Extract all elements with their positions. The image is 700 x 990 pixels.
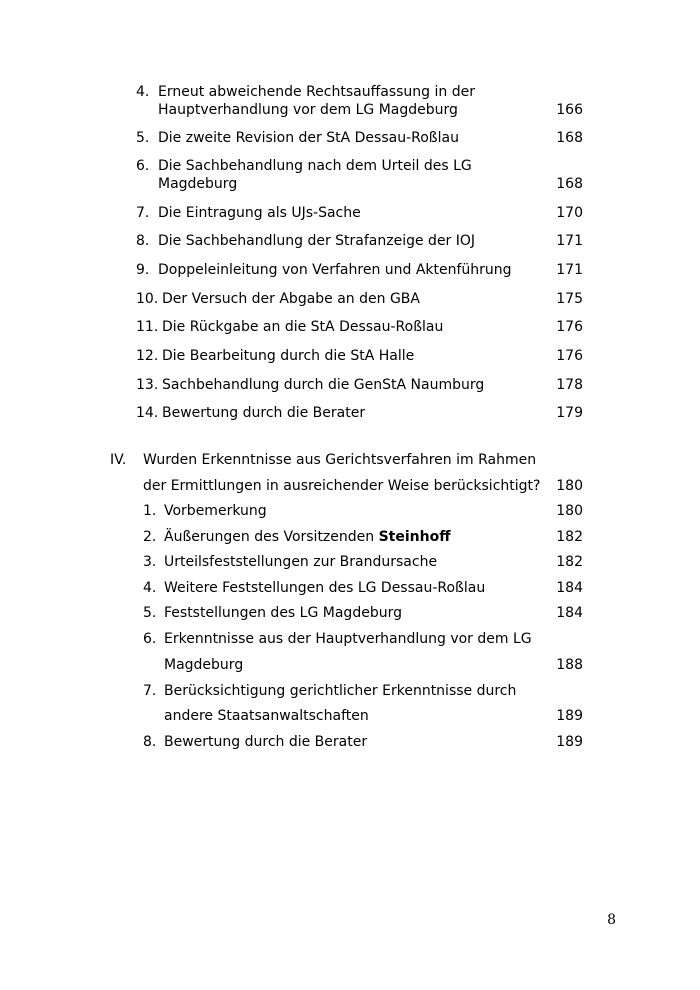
toc-page: 171 xyxy=(556,233,583,249)
toc-number: 13. xyxy=(136,377,159,393)
toc-text: Sachbehandlung durch die GenStA Naumburg xyxy=(162,377,485,393)
toc-number: 3. xyxy=(143,554,157,570)
toc-page: 166 xyxy=(556,102,583,118)
toc-number: 9. xyxy=(136,262,150,278)
toc-line xyxy=(0,345,700,367)
page-number: 8 xyxy=(607,912,616,928)
toc-text: Feststellungen des LG Magdeburg xyxy=(164,605,402,621)
toc-number: 11. xyxy=(136,319,159,335)
toc-text: Magdeburg xyxy=(164,657,244,673)
toc-line xyxy=(0,500,700,522)
toc-line xyxy=(0,705,700,727)
toc-page: 170 xyxy=(556,205,583,221)
toc-page: 184 xyxy=(556,605,583,621)
toc-line xyxy=(0,99,700,121)
toc-line xyxy=(0,602,700,624)
toc-number: 12. xyxy=(136,348,159,364)
toc-text: andere Staatsanwaltschaften xyxy=(164,708,369,724)
toc-text: Bewertung durch die Berater xyxy=(164,734,368,750)
toc-number: 6. xyxy=(143,631,157,647)
toc-number: 5. xyxy=(143,605,157,621)
toc-number: 10. xyxy=(136,291,159,307)
toc-roman-numeral: IV. xyxy=(110,452,127,468)
toc-line xyxy=(0,731,700,753)
toc-text: Die Rückgabe an die StA Dessau-Roßlau xyxy=(162,319,444,335)
toc-line xyxy=(0,551,700,573)
toc-page: 182 xyxy=(556,529,583,545)
toc-text-bold-name: Steinhoff xyxy=(378,529,451,545)
toc-text: Erneut abweichende Rechtsauffassung in der xyxy=(158,84,475,100)
toc-text: Hauptverhandlung vor dem LG Magdeburg xyxy=(158,102,458,118)
toc-page: 188 xyxy=(556,657,583,673)
toc-number: 4. xyxy=(136,84,150,100)
toc-text: Vorbemerkung xyxy=(164,503,267,519)
toc-page: 171 xyxy=(556,262,583,278)
toc-line xyxy=(0,526,700,548)
toc-page: 180 xyxy=(556,478,583,494)
toc-text: Die Sachbehandlung der Strafanzeige der IOJ xyxy=(158,233,476,249)
toc-line xyxy=(0,230,700,252)
toc-page: 182 xyxy=(556,554,583,570)
toc-line xyxy=(0,402,700,424)
toc-number: 4. xyxy=(143,580,157,596)
toc-number: 5. xyxy=(136,130,150,146)
toc-section-heading xyxy=(0,449,700,471)
toc-text: Die zweite Revision der StA Dessau-Roßlau xyxy=(158,130,459,146)
toc-page: 184 xyxy=(556,580,583,596)
toc-line xyxy=(0,680,700,702)
toc-page: 180 xyxy=(556,503,583,519)
toc-text-regular: Äußerungen des Vorsitzenden xyxy=(164,529,379,545)
toc-text: Die Bearbeitung durch die StA Halle xyxy=(162,348,415,364)
toc-line xyxy=(0,202,700,224)
toc-page: 168 xyxy=(556,130,583,146)
toc-number: 2. xyxy=(143,529,157,545)
toc-number: 14. xyxy=(136,405,159,421)
toc-section-heading xyxy=(0,475,700,497)
toc-line xyxy=(0,577,700,599)
toc-text: Bewertung durch die Berater xyxy=(162,405,366,421)
toc-text: Die Sachbehandlung nach dem Urteil des LG xyxy=(158,158,472,174)
toc-line xyxy=(0,316,700,338)
toc-number: 1. xyxy=(143,503,157,519)
toc-text: Weitere Feststellungen des LG Dessau-Roßlau xyxy=(164,580,486,596)
toc-line xyxy=(0,288,700,310)
toc-text: Magdeburg xyxy=(158,176,238,192)
toc-page: 179 xyxy=(556,405,583,421)
toc-line xyxy=(0,173,700,195)
toc-page: 176 xyxy=(556,348,583,364)
toc-text: Berücksichtigung gerichtlicher Erkenntnisse durch xyxy=(164,683,517,699)
toc-line xyxy=(0,374,700,396)
toc-text: Wurden Erkenntnisse aus Gerichtsverfahren im Rahmen xyxy=(143,452,537,468)
toc-page: 189 xyxy=(556,734,583,750)
toc-text: Erkenntnisse aus der Hauptverhandlung vor dem LG xyxy=(164,631,532,647)
toc-text: Die Eintragung als UJs-Sache xyxy=(158,205,361,221)
toc-page: 178 xyxy=(556,377,583,393)
toc-text: Der Versuch der Abgabe an den GBA xyxy=(162,291,420,307)
toc-number: 8. xyxy=(143,734,157,750)
toc-number: 7. xyxy=(143,683,157,699)
toc-line xyxy=(0,654,700,676)
toc-number: 7. xyxy=(136,205,150,221)
toc-page: 175 xyxy=(556,291,583,307)
toc-text: Doppeleinleitung von Verfahren und Aktenführung xyxy=(158,262,512,278)
toc-text: Urteilsfeststellungen zur Brandursache xyxy=(164,554,438,570)
toc-text xyxy=(164,526,451,548)
toc-page: 168 xyxy=(556,176,583,192)
toc-page: 189 xyxy=(556,708,583,724)
toc-line xyxy=(0,259,700,281)
toc-number: 8. xyxy=(136,233,150,249)
toc-text: der Ermittlungen in ausreichender Weise berücksichtigt? xyxy=(143,478,541,494)
toc-line xyxy=(0,628,700,650)
toc-number: 6. xyxy=(136,158,150,174)
toc-page: 176 xyxy=(556,319,583,335)
toc-line xyxy=(0,127,700,149)
